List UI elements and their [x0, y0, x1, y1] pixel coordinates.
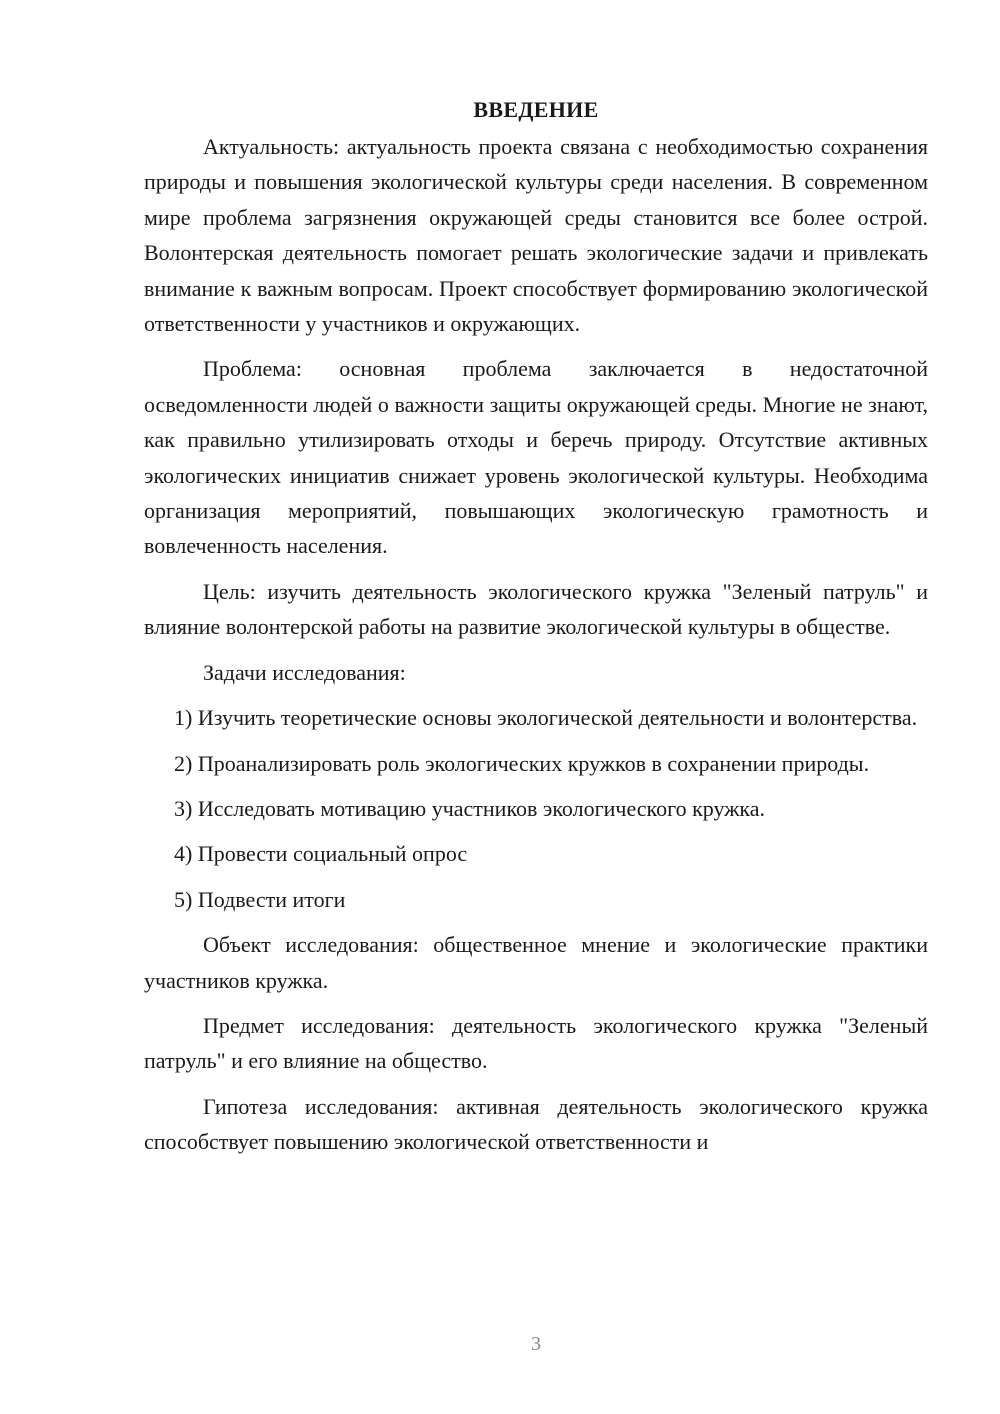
paragraph-tasks-heading: Задачи исследования:	[203, 659, 406, 685]
paragraph-object: Объект исследования: общественное мнение и экологические практики участников кружка.	[144, 932, 928, 993]
section-title: ВВЕДЕНИЕ	[473, 97, 599, 122]
task-item-1: 1) Изучить теоретические основы экологической деятельности и волонтерства.	[174, 705, 918, 731]
page-number: 3	[531, 1333, 541, 1355]
task-item-2: 2) Проанализировать роль экологических кружков в сохранении природы.	[174, 750, 870, 776]
paragraph-goal: Цель: изучить деятельность экологического кружка "Зеленый патруль" и влияние волонтерской работы на развитие экологической культуры в обществе.	[144, 578, 928, 640]
paragraph-subject: Предмет исследования: деятельность экологического кружка "Зеленый патруль" и его влияние на общество.	[144, 1012, 928, 1074]
task-item-3: 3) Исследовать мотивацию участников экологического кружка.	[174, 795, 766, 821]
task-item-4: 4) Провести социальный опрос	[174, 841, 468, 867]
paragraph-hypothesis: Гипотеза исследования: активная деятельность экологического кружка способствует повышению экологической ответственности и	[144, 1093, 928, 1155]
paragraph-relevance: Актуальность: актуальность проекта связана с необходимостью сохранения природы и повышения экологической культуры среди населения. В современном мире проблема загрязнения окружающей среды становится все более острой. Волонтерская деятельность помогает решать экологические задачи и привлекать внимание к важным вопросам. Проект способствует формированию экологической ответственности у участников и окружающих.	[144, 134, 928, 337]
task-item-5: 5) Подвести итоги	[174, 886, 346, 912]
document-body	[144, 92, 928, 1170]
paragraph-problem: Проблема: основная проблема заключается в недостаточной осведомленности людей о важности защиты окружающей среды. Многие не знают, как правильно утилизировать отходы и беречь природу. Отсутствие активных экологических инициатив снижает уровень экологической культуры. Необходима организация мероприятий, повышающих экологическую грамотность и вовлеченность населения.	[144, 356, 928, 559]
